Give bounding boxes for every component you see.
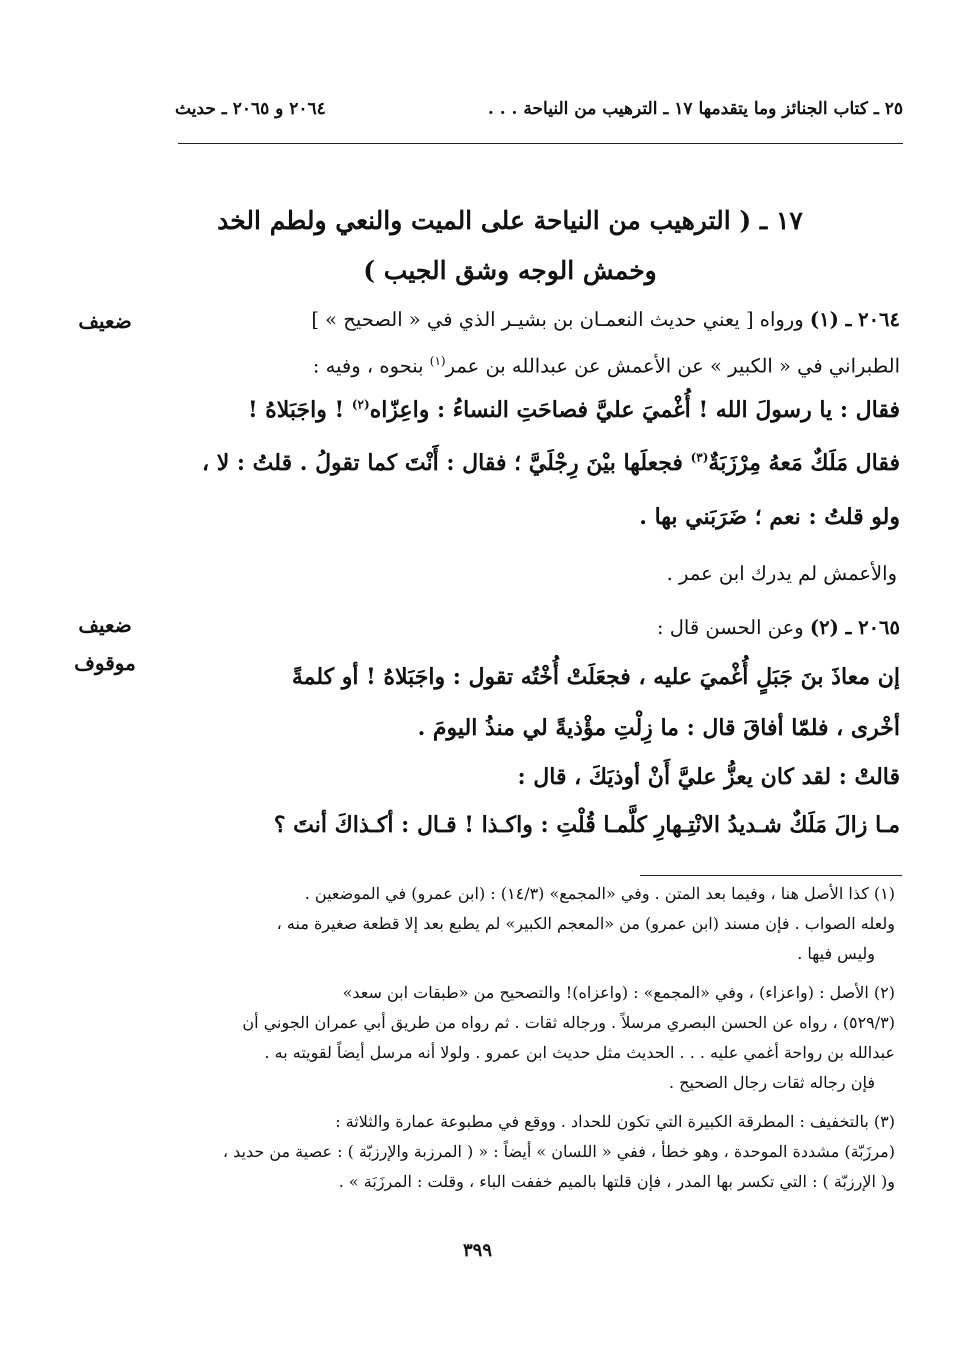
footnote-rule: [640, 875, 902, 876]
footnote-3-line-3: و( الإرزبّة ) : التي تكسر بها المدر ، فإن قلتها بالميم خففت الباء ، وقلت : المرزَبَة » .: [338, 1172, 895, 1191]
header-rule: [178, 143, 903, 144]
grade-hadith-2065-mawquf: موقوف: [74, 651, 136, 675]
footnote-1-line-2: ولعله الصواب . فإن مسند (ابن عمرو) من «المعجم الكبير» لم يطبع بعد إلا قطعة صغيرة منه ،: [276, 914, 895, 933]
chapter-title-line-1: ١٧ ـ ( الترهيب من النياحة على الميت والنعي ولطم الخد: [217, 206, 803, 235]
hadith-2064-line-3-text: فقال : يا رسولَ الله ! أُغْميَ عليَّ فصاحَتِ النساءُ : واعِزّاه: [369, 397, 900, 423]
hadith-2064-line-4-text: فقال مَلَكٌ مَعهُ مِرْزَبَةٌ: [708, 450, 900, 476]
chapter-title: [200, 196, 820, 296]
page-number: ٣٩٩: [462, 1240, 492, 1261]
hadith-2065-line-3: أخْرى ، فلمّا أفاقَ قال : ما زِلْتِ مؤْذيةً لي منذُ اليومَ .: [417, 715, 900, 741]
hadith-2064-line-1: [311, 308, 900, 331]
footnote-3-line-1: (٣) بالتخفيف : المطرقة الكبيرة التي تكون للحداد . ووقع في مطبوعة عمارة والثلاثة :: [335, 1112, 895, 1131]
hadith-2064-note: والأعمش لم يدرك ابن عمر .: [666, 562, 897, 585]
hadith-2064-number: ٢٠٦٤ ـ (١): [809, 308, 900, 331]
hadith-2065-line-2: إن معاذَ بنَ جَبَلٍ أُغْميَ عليه ، فجعَلَتْ أُخْتُه تقول : واجَبَلاهُ ! أو كلمةً: [291, 664, 900, 690]
grade-hadith-2065-weak: ضعيف: [78, 613, 132, 637]
running-header: [175, 92, 903, 126]
hadith-2064-line-3-end: ! واجَبَلاهُ !: [247, 397, 352, 423]
chapter-title-line-2: وخمش الوجه وشق الجيب ): [363, 256, 657, 285]
hadith-2065-intro: وعن الحسن قال :: [656, 616, 804, 639]
hadith-2065-number: ٢٠٦٥ ـ (٢): [809, 616, 900, 639]
hadith-2064-line-4: [202, 450, 900, 476]
footnote-ref-3: (٣): [690, 450, 709, 465]
footnote-2-line-2: (٥٢٩/٣) ، رواه عن الحسن البصري مرسلاً . ورجاله ثقات . ثم رواه من طريق أبي عمران الجوني أن: [242, 1013, 895, 1032]
running-header-chapter: ٢٥ ـ كتاب الجنائز وما يتقدمها ١٧ ـ الترهيب من النياحة . . .: [487, 99, 903, 119]
footnote-3-line-2: (مرزَبّة) مشددة الموحدة ، وهو خطأ ، ففي « اللسان » أيضاً : « ( المرزبة والإرزبّة ) : عصية من حديد ،: [222, 1142, 895, 1161]
hadith-2064-line-2: [313, 354, 900, 378]
hadith-2064-line-5: ولو قلتُ : نعم ؛ ضَرَبَني بها .: [639, 504, 900, 530]
footnote-2-line-3: عبدالله بن رواحة أغمي عليه . . . الحديث مثل حديث ابن عمرو . ولولا أنه مرسل أيضاً لقويته به .: [264, 1043, 895, 1062]
running-header-hadith-range: ٢٠٦٤ و ٢٠٦٥ ـ حديث: [175, 99, 326, 119]
hadith-2064-line-4-end: فجعلَها بيْنَ رِجْلَيَّ ؛ فقال : أَنْتَ كما تقولُ . قلتُ : لا ،: [201, 450, 691, 476]
hadith-2064-line-2-end: بنحوه ، وفيه :: [312, 354, 430, 378]
hadith-2064-intro: ورواه [ يعني حديث النعمـان بن بشيـر الذي في « الصحيح » ]: [311, 308, 804, 331]
hadith-2064-line-2-text: الطبراني في « الكبير » عن الأعمش عن عبدالله بن عمر: [445, 354, 900, 378]
hadith-2064-line-3: [248, 397, 900, 423]
hadith-2065-line-5: مـا زالَ مَلَكٌ شـديدُ الانْتِـهارِ كلَّمـا قُلْتِ : واكـذا ! قـال : أكـذاكَ أنتَ ؟: [273, 812, 900, 838]
footnote-2-line-4: فإن رجاله ثقات رجال الصحيح .: [668, 1073, 875, 1092]
footnote-ref-1: (١): [429, 354, 446, 368]
footnote-ref-2: (٢): [351, 397, 370, 412]
hadith-2065-line-1: [657, 616, 900, 639]
footnote-2-line-1: (٢) الأصل : (واعزاء) ، وفي «المجمع» : (واعزاه)! والتصحيح من «طبقات ابن سعد»: [342, 983, 895, 1002]
footnote-1-line-1: (١) كذا الأصل هنا ، وفيما بعد المتن . وفي «المجمع» (١٤/٣) : (ابن عمرو) في الموضعين .: [304, 884, 895, 903]
hadith-2065-line-4: قالتْ : لقد كان يعزُّ عليَّ أَنْ أوذيَكَ ، قال :: [517, 764, 900, 790]
footnote-1-line-3: وليس فيها .: [797, 944, 875, 963]
grade-hadith-2064: ضعيف: [78, 309, 132, 333]
